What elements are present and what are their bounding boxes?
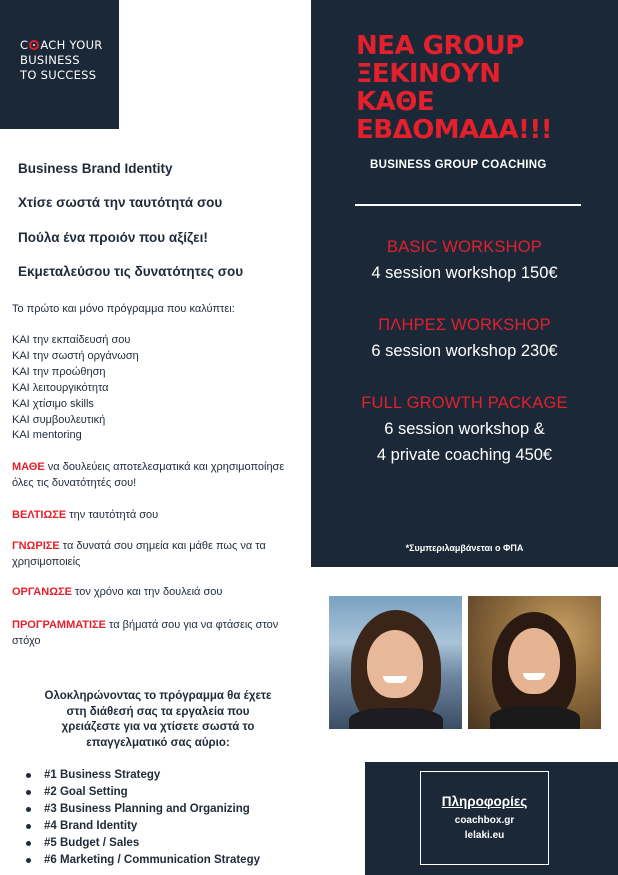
action-organize: ΟΡΓΑΝΩΣΕ τον χρόνο και την δουλειά σου [12,586,223,598]
action-know: ΓΝΩΡΙΣΕ τα δυνατά σου σημεία και μάθε πως να τα χρησιμοποιείς [12,540,266,568]
list-item: ΚΑΙ συμβουλευτική [12,413,106,426]
headline-brand-identity: Business Brand Identity [18,161,173,176]
divider [355,204,581,206]
program-coverage-list [12,333,139,444]
portrait-face [508,628,560,694]
target-icon [29,40,39,50]
headline-build-identity: Χτίσε σωστά την ταυτότητά σου [18,195,223,210]
brand-logo [20,38,115,83]
features-list [26,767,260,869]
promo-headline-line: ΚΑΘΕ [356,87,435,117]
contact-box [420,771,549,865]
list-item: ΚΑΙ την προώθηση [12,365,106,378]
list-item: #5 Budget / Sales [26,835,260,852]
portrait-shirt [490,706,580,729]
promo-headline [356,32,611,144]
promo-headline-line: ΞΕΚΙΝΟΥΝ [356,59,501,89]
logo-panel [0,0,119,129]
website-link-coachbox[interactable]: coachbox.gr [454,815,515,826]
package-full-workshop-price: 6 session workshop 230€ [371,342,558,360]
list-item: ΚΑΙ λειτουργικότητα [12,381,109,394]
package-basic-price: 4 session workshop 150€ [371,264,558,282]
action-learn: ΜΑΘΕ να δουλεύεις αποτελεσματικά και χρησιμοποίησε όλες τις δυνατότητές σου! [12,461,285,489]
list-item: #3 Business Planning and Organizing [26,801,260,818]
package-growth-title: FULL GROWTH PACKAGE [361,394,568,412]
program-intro: Το πρώτο και μόνο πρόγραμμα που καλύπτει: [12,303,235,315]
vat-note: *Συμπεριλαμβάνεται ο ΦΠΑ [405,543,524,553]
package-basic-title: BASIC WORKSHOP [387,238,542,256]
list-item: #2 Goal Setting [26,784,260,801]
coach-photo-2 [468,596,601,729]
headline-sell-product: Πούλα ένα προιόν που αξίζει! [18,230,208,245]
logo-line-3: TO SUCCESS [20,68,97,82]
promo-headline-line: ΝΕΑ GROUP [356,31,524,61]
logo-line-2: BUSINESS [20,53,80,67]
list-item: #6 Marketing / Communication Strategy [26,852,260,869]
action-improve: ΒΕΛΤΙΩΣΕ την ταυτότητά σου [12,509,159,521]
coach-photo-1 [329,596,462,729]
list-item: ΚΑΙ την εκπαίδευσή σου [12,334,131,346]
list-item: #4 Brand Identity [26,818,260,835]
promo-subtitle: BUSINESS GROUP COACHING [370,159,547,171]
portrait-smile [383,676,407,683]
package-growth-line-1: 6 session workshop & [384,420,545,438]
action-plan: ΠΡΟΓΡΑΜΜΑΤΙΣΕ τα βήματά σου για να φτάσεις στον στόχο [12,619,279,647]
portrait-face [367,630,423,698]
program-summary: Ολοκληρώνοντας το πρόγραμμα θα έχετε στη διάθεσή σας τα εργαλεία που χρειάζεστε για να χτίσετε σωστά το επαγγελματικό σας αύριο: [44,690,272,749]
package-growth-line-2: 4 private coaching 450€ [376,446,553,464]
headline-use-potential: Εκμεταλεύσου τις δυνατότητες σου [18,264,244,279]
portrait-shirt [349,708,443,729]
website-link-lelaki[interactable]: lelaki.eu [464,830,505,841]
package-full-workshop-title: ΠΛΗΡΕΣ WORKSHOP [378,316,551,334]
contact-title: Πληροφορίες [441,794,528,809]
list-item: ΚΑΙ mentoring [12,429,82,442]
list-item: #1 Business Strategy [26,767,260,784]
logo-line-1: C ACH YOUR [20,38,103,52]
list-item: ΚΑΙ χτίσιμο skills [12,397,94,410]
portrait-smile [523,673,545,680]
list-item: ΚΑΙ την σωστή οργάνωση [12,349,139,362]
promo-headline-line: ΕΒΔΟΜΑΔΑ!!! [356,115,553,145]
